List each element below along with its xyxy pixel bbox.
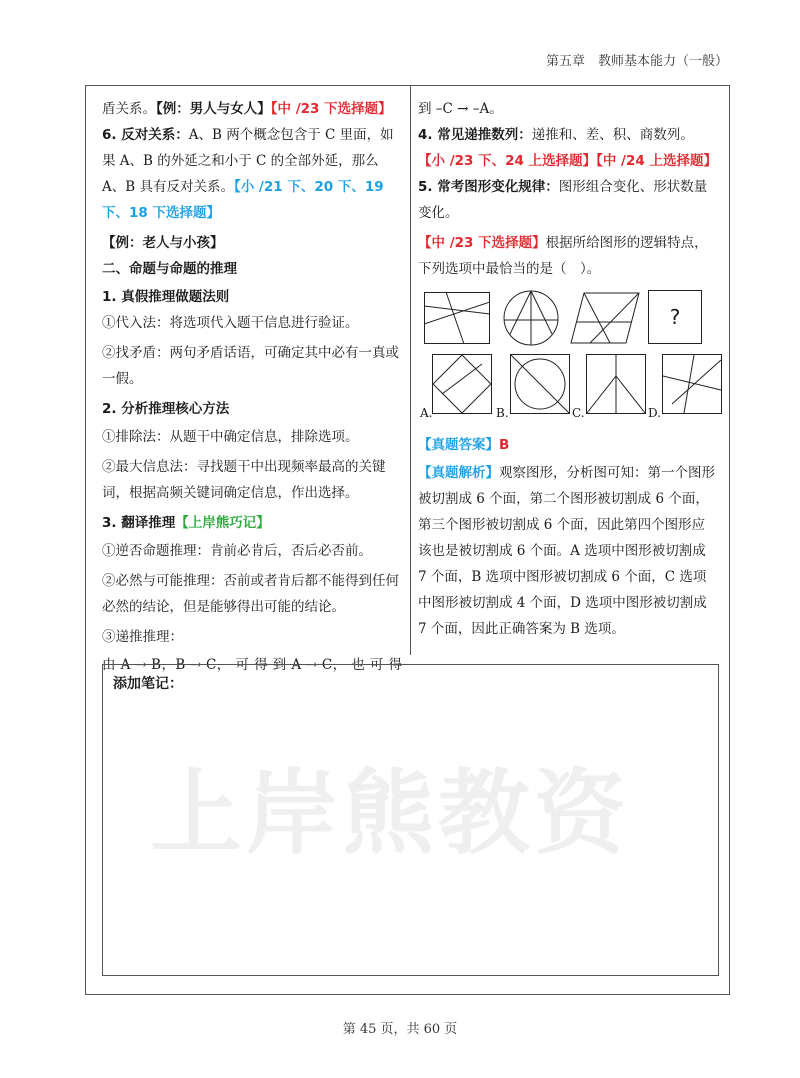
column-divider	[410, 85, 411, 655]
answer-value: B	[499, 437, 510, 453]
page-footer: 第 45 页，共 60 页	[342, 1022, 458, 1037]
recursive-continued: 到 –C → –A。	[418, 101, 503, 117]
text: A、B 两个概念包含于 C 里面，如果 A、B 的外延之和小于 C 的全部外延，那么 A、B 具有反对关系。	[102, 127, 394, 195]
chapter-header: 第五章 教师基本能力（一般）	[545, 54, 728, 69]
method-max-info: ②最大信息法：寻找题干中出现频率最高的关键词，根据高频关键词确定信息，作出选择。	[102, 459, 386, 501]
figure-puzzle	[418, 288, 718, 428]
recursive-reasoning: ③递推推理：	[102, 629, 183, 645]
method-contradiction: ②找矛盾：两句矛盾话语，可确定其中必有一真或一假。	[102, 345, 399, 387]
example-old-young: 【例：老人与小孩】	[102, 235, 224, 251]
text: 盾关系。	[102, 101, 156, 117]
option-b-label: B.	[496, 406, 509, 420]
option-d-label: D.	[648, 406, 662, 420]
example-label: 【例：男人与女人】	[156, 101, 271, 117]
figure-unknown	[648, 290, 702, 344]
option-a-figure[interactable]	[432, 354, 492, 414]
necessity-possibility: ②必然与可能推理：否前或者肯后都不能得到任何必然的结论，但是能够得出可能的结论。	[102, 573, 399, 615]
heading: 4. 常见递推数列：	[418, 127, 532, 143]
question-stem	[418, 230, 718, 282]
notes-area[interactable]	[102, 664, 719, 976]
explanation	[418, 460, 718, 642]
line-contradiction	[102, 96, 402, 122]
exam-tag: 【中 /23 下选择题】	[270, 101, 392, 117]
explanation-label: 【真题解析】	[418, 465, 499, 481]
option-c-label: C.	[572, 406, 585, 420]
explanation-text: 观察图形，分析图可知：第一个图形被切割成 6 个面，第二个图形被切割成 6 个面，第三个图形被切割成 6 个面，因此第四个图形应该也是被切割成 6 个面。A 选项中图形被切割成 7 个面，B 选项中图形被切割成 6 个面，C 选项中图形被切割成 4 个面，D 选项中图形被切割成 7 个面，因此正确答案为 B 选项。	[418, 465, 715, 637]
mnemonic-tag: 【上岸熊巧记】	[175, 515, 270, 531]
exam-tag: 【中 /23 下选择题】	[418, 235, 546, 251]
left-column	[102, 96, 402, 678]
right-column	[418, 96, 718, 642]
figure-1	[424, 292, 490, 344]
exam-tags-line	[418, 148, 718, 174]
exam-tag: 【小 /21 下、20 下、19 下、18 下选择题】	[102, 179, 384, 221]
answer-label: 【真题答案】	[418, 437, 499, 453]
option-b-figure[interactable]	[510, 354, 570, 414]
method-exclusion: ①排除法：从题干中确定信息，排除选项。	[102, 429, 359, 445]
figure-2	[502, 290, 560, 346]
recursive-sequences	[418, 122, 718, 148]
question-mark: ?	[669, 305, 681, 329]
subheading-translation	[102, 510, 402, 536]
answer-line	[418, 432, 718, 458]
heading: 6. 反对关系：	[102, 127, 189, 143]
figure-3	[570, 292, 640, 344]
watermark-text: 上岸熊教资	[150, 760, 631, 867]
option-c-figure[interactable]	[586, 354, 646, 414]
figure-rules	[418, 174, 718, 226]
exam-tag: 【中 /24 上选择题】	[596, 153, 717, 169]
option-d-figure[interactable]	[662, 354, 722, 414]
heading: 5. 常考图形变化规律：	[418, 179, 559, 195]
subheading-truth-reasoning: 1. 真假推理做题法则	[102, 289, 230, 305]
method-substitution: ①代入法：将选项代入题干信息进行验证。	[102, 315, 359, 331]
notes-title: 添加笔记：	[113, 676, 183, 692]
recursive-formula: 由 A → B，B → C， 可 得 到 A → C， 也 可 得	[102, 657, 402, 673]
exam-tag: 【小 /23 下、24 上选择题】	[418, 153, 597, 169]
subheading-analysis: 2. 分析推理核心方法	[102, 401, 230, 417]
text: 根据所给图形的逻辑特点，下列选项中最恰当的是（ ）。	[418, 235, 708, 277]
option-a-label: A.	[420, 406, 433, 420]
contrapositive: ①逆否命题推理：肯前必肯后，否后必否前。	[102, 543, 372, 559]
text: 图形组合变化、形状数量变化。	[418, 179, 708, 221]
section-heading-propositions: 二、命题与命题的推理	[102, 261, 237, 277]
text: 递推和、差、积、商数列。	[531, 127, 694, 143]
heading: 3. 翻译推理	[102, 515, 176, 531]
opposite-relation	[102, 122, 402, 226]
